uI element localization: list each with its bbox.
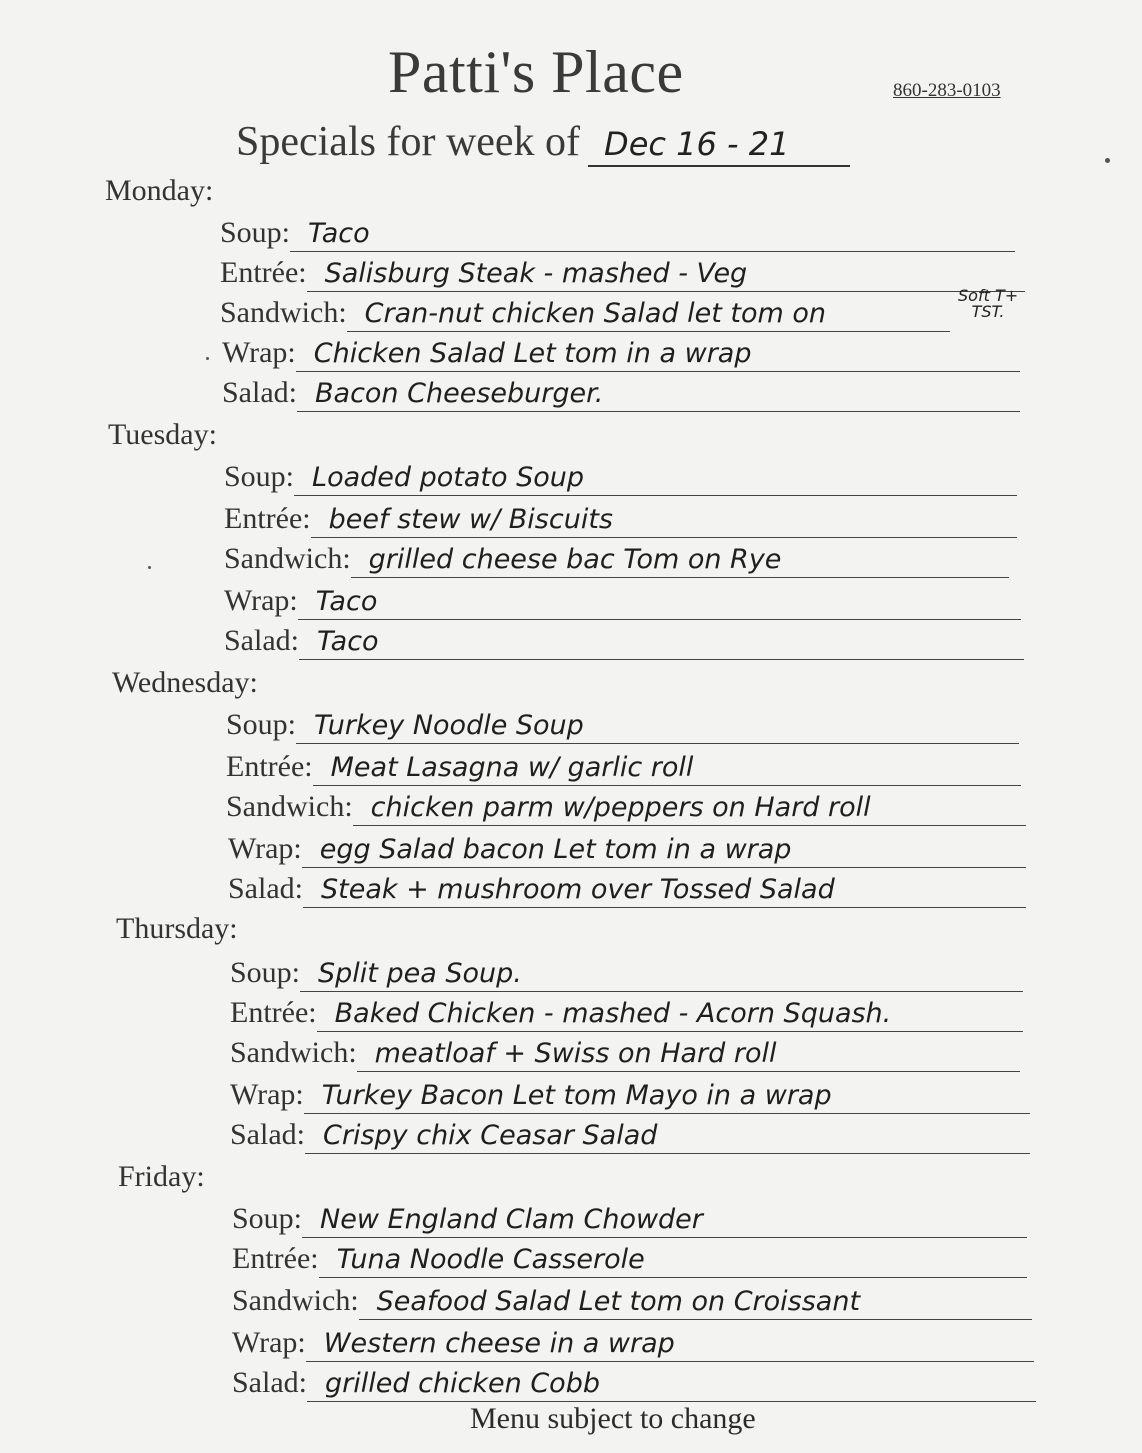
line-label: Salad: <box>230 1118 305 1151</box>
menu-line <box>232 1364 1036 1402</box>
menu-line <box>232 1240 1027 1278</box>
line-value: grilled cheese bac Tom on Rye <box>351 543 1009 578</box>
paper-speck <box>148 566 151 569</box>
line-label: Salad: <box>222 376 297 409</box>
line-label: Entrée: <box>220 256 307 289</box>
footer-note: Menu subject to change <box>470 1402 756 1435</box>
week-label: Specials for week of <box>236 119 581 165</box>
line-value: chicken parm w/peppers on Hard roll <box>353 791 1026 826</box>
line-value: New England Clam Chowder <box>302 1203 1027 1238</box>
menu-line <box>220 254 1025 292</box>
line-label: Sandwich: <box>220 296 347 329</box>
line-value: grilled chicken Cobb <box>307 1367 1036 1402</box>
menu-line <box>232 1324 1034 1362</box>
line-label: Salad: <box>232 1366 307 1399</box>
day-heading-monday: Monday: <box>105 174 214 207</box>
menu-line <box>232 1200 1027 1238</box>
line-label: Wrap: <box>230 1078 304 1111</box>
line-value: Split pea Soup. <box>300 957 1023 992</box>
line-value: Baked Chicken - mashed - Acorn Squash. <box>317 997 1023 1032</box>
paper-speck <box>206 357 209 360</box>
day-heading-friday: Friday: <box>118 1160 205 1193</box>
sandwich-side-note <box>958 288 1018 320</box>
menu-line <box>228 830 1026 868</box>
menu-line <box>224 582 1021 620</box>
line-value: Loaded potato Soup <box>294 461 1017 496</box>
menu-line <box>220 214 1015 252</box>
menu-line <box>224 622 1024 660</box>
menu-line <box>230 1076 1030 1114</box>
day-heading-wednesday: Wednesday: <box>112 666 258 699</box>
line-value: Turkey Bacon Let tom Mayo in a wrap <box>304 1079 1030 1114</box>
line-value: Western cheese in a wrap <box>306 1327 1034 1362</box>
page-title: Patti's Place <box>388 39 684 105</box>
line-label: Entrée: <box>226 750 313 783</box>
line-label: Sandwich: <box>230 1036 357 1069</box>
week-value: Dec 16 - 21 <box>588 121 850 167</box>
line-label: Soup: <box>226 708 297 741</box>
menu-line <box>226 788 1026 826</box>
menu-line <box>220 294 950 332</box>
note-line: Soft T+ <box>958 286 1019 305</box>
paper-speck <box>1105 158 1110 163</box>
menu-line <box>224 540 1009 578</box>
line-label: Entrée: <box>224 502 311 535</box>
line-label: Soup: <box>220 216 291 249</box>
line-value: beef stew w/ Biscuits <box>311 503 1017 538</box>
menu-line <box>222 374 1020 412</box>
line-value: Bacon Cheeseburger. <box>297 377 1020 412</box>
line-value: Steak + mushroom over Tossed Salad <box>303 873 1026 908</box>
menu-line <box>224 500 1017 538</box>
line-label: Entrée: <box>232 1242 319 1275</box>
menu-line <box>230 954 1023 992</box>
line-value: Turkey Noodle Soup <box>296 709 1019 744</box>
line-label: Sandwich: <box>232 1284 359 1317</box>
line-label: Sandwich: <box>224 542 351 575</box>
line-value: Meat Lasagna w/ garlic roll <box>313 751 1021 786</box>
line-value: Taco <box>298 585 1021 620</box>
line-label: Entrée: <box>230 996 317 1029</box>
line-label: Wrap: <box>228 832 302 865</box>
line-value: Cran-nut chicken Salad let tom on <box>347 297 950 332</box>
note-line: TST. <box>971 302 1005 321</box>
menu-line <box>226 706 1019 744</box>
day-heading-thursday: Thursday: <box>116 912 238 945</box>
week-row <box>236 118 850 167</box>
line-label: Wrap: <box>224 584 298 617</box>
day-heading-tuesday: Tuesday: <box>108 418 217 451</box>
line-label: Salad: <box>228 872 303 905</box>
line-label: Salad: <box>224 624 299 657</box>
line-label: Sandwich: <box>226 790 353 823</box>
menu-line <box>224 458 1017 496</box>
line-value: egg Salad bacon Let tom in a wrap <box>302 833 1026 868</box>
line-label: Soup: <box>232 1202 303 1235</box>
menu-line <box>232 1282 1032 1320</box>
line-value: meatloaf + Swiss on Hard roll <box>357 1037 1020 1072</box>
menu-line <box>226 748 1021 786</box>
line-value: Seafood Salad Let tom on Croissant <box>359 1285 1032 1320</box>
phone-number: 860-283-0103 <box>893 80 1001 101</box>
line-label: Wrap: <box>222 336 296 369</box>
line-value: Chicken Salad Let tom in a wrap <box>296 337 1020 372</box>
line-value: Taco <box>299 625 1024 660</box>
line-label: Soup: <box>230 956 301 989</box>
line-value: Taco <box>290 217 1015 252</box>
menu-line <box>230 1034 1020 1072</box>
menu-line <box>228 870 1026 908</box>
line-label: Soup: <box>224 460 295 493</box>
line-value: Salisburg Steak - mashed - Veg <box>307 257 1025 292</box>
line-label: Wrap: <box>232 1326 306 1359</box>
line-value: Crispy chix Ceasar Salad <box>305 1119 1030 1154</box>
menu-line <box>230 1116 1030 1154</box>
menu-line <box>222 334 1020 372</box>
line-value: Tuna Noodle Casserole <box>319 1243 1027 1278</box>
menu-line <box>230 994 1023 1032</box>
